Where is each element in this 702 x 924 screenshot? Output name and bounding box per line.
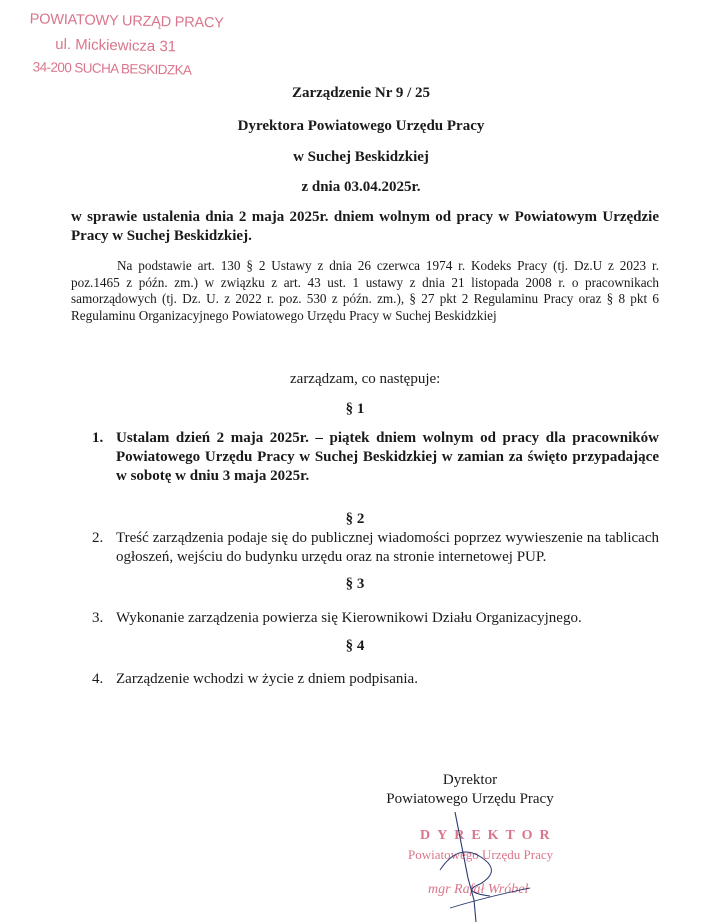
section-item-4 — [92, 670, 659, 689]
item-text: Ustalam dzień 2 maja 2025r. – piątek dniem wolnym od pracy dla pracowników Powiatowego Urzędu Pracy w Suchej Beskidzkiej w zamian za święto przypadające w sobotę w dniu 3 maja 2025r. — [116, 430, 659, 484]
section-heading-1: § 1 — [345, 401, 365, 417]
stamp-street: ul. Mickiewicza 31 — [55, 35, 177, 56]
section-heading-2: § 2 — [345, 511, 365, 527]
item-text: Treść zarządzenia podaje się do publicznej wiadomości poprzez wywieszenie na tablicach ogłoszeń, wejściu do budynku urzędu oraz na stronie internetowej PUP. — [116, 530, 659, 565]
decree-intro: zarządzam, co następuje: — [290, 371, 441, 387]
document-issuer: Dyrektora Powiatowego Urzędu Pracy — [237, 118, 485, 134]
stamp-office-name: POWIATOWY URZĄD PRACY — [29, 11, 224, 32]
document-place: w Suchej Beskidzkiej — [293, 149, 429, 165]
item-text: Zarządzenie wchodzi w życie z dniem podpisania. — [116, 671, 418, 687]
office-stamp — [14, 8, 234, 78]
handwritten-signature — [420, 800, 600, 924]
section-item-1 — [92, 429, 659, 486]
item-number: 2. — [92, 530, 104, 546]
signatory-role: Dyrektor — [442, 772, 498, 788]
section-item-2 — [92, 529, 659, 567]
signature-stamp-office: Powiatowego Urzędu Pracy — [408, 847, 554, 862]
signature-stamp-name: mgr Rafał Wróbel — [428, 882, 529, 897]
stamp-postal-city: 34-200 SUCHA BESKIDZKA — [32, 59, 192, 78]
item-number: 1. — [92, 430, 104, 446]
signature-stamp-title: DYREKTOR — [420, 828, 557, 843]
signatory-office: Powiatowego Urzędu Pracy — [386, 791, 554, 807]
item-number: 3. — [92, 610, 104, 626]
section-item-3 — [92, 609, 659, 628]
document-date: z dnia 03.04.2025r. — [301, 179, 421, 195]
document-title: Zarządzenie Nr 9 / 25 — [291, 85, 431, 101]
section-heading-4: § 4 — [345, 638, 365, 654]
document-subject: w sprawie ustalenia dnia 2 maja 2025r. dniem wolnym od pracy w Powiatowym Urzędzie Pracy w Suchej Beskidzkiej. — [71, 209, 659, 244]
legal-basis: Na podstawie art. 130 § 2 Ustawy z dnia 26 czerwca 1974 r. Kodeks Pracy (tj. Dz.U z 2023 r. poz.1465 z późn. zm.) w związku z art. 43 ust. 1 ustawy z dnia 21 listopada 2008 r. o pracownikach samorządowych (tj. Dz. U. z 2022 r. poz. 530 z późn. zm.), § 27 pkt 2 Regulaminu Pracy oraz § 8 pkt 6 Regulaminu Organizacyjnego Powiatowego Urzędu Pracy w Suchej Beskidzkiej — [71, 258, 659, 323]
item-number: 4. — [92, 671, 104, 687]
item-text: Wykonanie zarządzenia powierza się Kierownikowi Działu Organizacyjnego. — [116, 610, 582, 626]
section-heading-3: § 3 — [345, 576, 365, 592]
